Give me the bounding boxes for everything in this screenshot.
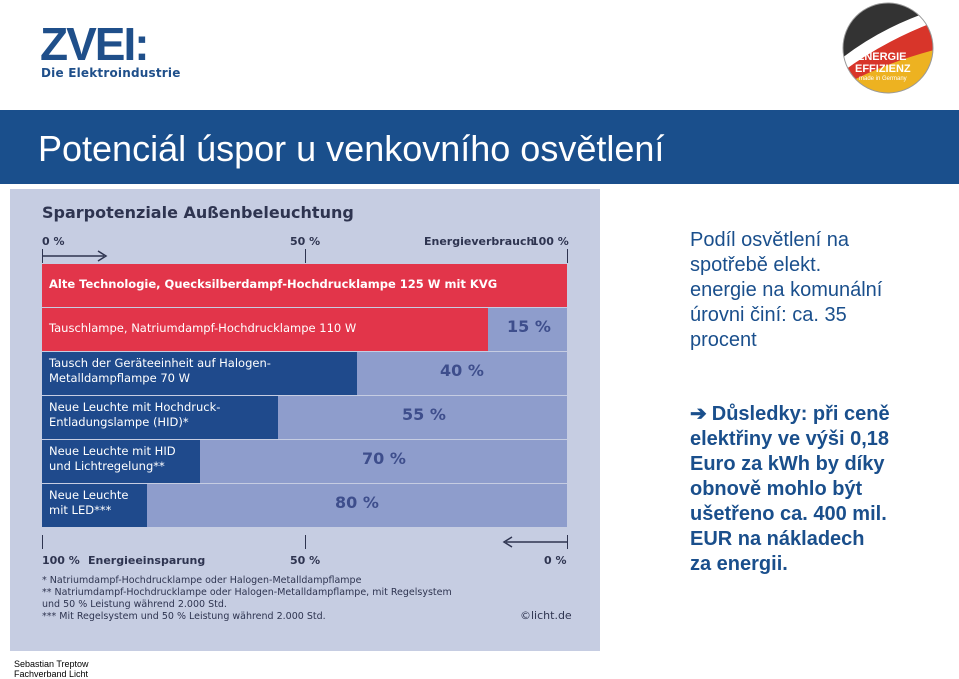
bottom-axis-mid-label: 50 % — [290, 554, 321, 567]
seal-line3: made in Germany — [859, 76, 907, 82]
side-paragraph-2-text: Důsledky: při ceně elektřiny ve výši 0,18 Euro za kWh by díky obnově mohlo být ušetřeno ca. 400 mil. EUR na nákladech za energii. — [690, 403, 890, 575]
side-paragraph-1: Podíl osvětlení na spotřebě elekt. energie na komunální úrovni činí: ca. 35 procent — [690, 229, 883, 351]
savings-percent-label: 70 % — [362, 449, 406, 468]
title-bar — [0, 110, 959, 184]
chart-row-label: Tausch der Geräteeinheit auf Halogen- Metalldampflampe 70 W — [49, 356, 271, 385]
footnote-3: *** Mit Regelsystem und 50 % Leistung während 2.000 Std. — [42, 611, 326, 622]
chart-row — [42, 264, 567, 307]
bottom-axis-arrow-left-icon — [500, 535, 568, 549]
chart-row-label: Tauschlampe, Natriumdampf-Hochdrucklampe 110 W — [49, 321, 357, 335]
footnote-1: * Natriumdampf-Hochdrucklampe oder Halogen-Metalldampflampe — [42, 575, 362, 586]
top-axis-mid-tick — [305, 249, 306, 263]
slide-title: Potenciál úspor u venkovního osvětlení — [38, 128, 665, 169]
bottom-axis-title: Energieeinsparung — [88, 554, 206, 567]
savings-percent-label: 80 % — [335, 493, 379, 512]
bottom-axis-right-label: 0 % — [544, 554, 567, 567]
savings-percent-label: 55 % — [402, 405, 446, 424]
chart-row — [42, 352, 567, 395]
chart-row — [42, 308, 567, 351]
bottom-axis-left-label: 100 % — [42, 554, 80, 567]
zvei-logo-text: ZVEI: — [40, 18, 148, 70]
savings-percent-label: 15 % — [507, 317, 551, 336]
chart-row-label: Neue Leuchte mit LED*** — [49, 488, 129, 517]
footer-author — [14, 659, 89, 679]
arrow-right-icon: ➔ — [690, 403, 707, 425]
chart-row-label: Alte Technologie, Quecksilberdampf-Hochdrucklampe 125 W mit KVG — [49, 277, 498, 291]
top-axis-right-label: 100 % — [531, 235, 569, 248]
savings-chart — [10, 189, 600, 651]
seal-line1: ENERGIE — [857, 51, 907, 63]
savings-percent-label: 40 % — [440, 361, 484, 380]
chart-row — [42, 440, 567, 483]
bottom-axis-mid-tick — [305, 535, 306, 549]
author-name: Sebastian Treptow — [14, 659, 89, 669]
footnote-2: ** Natriumdampf-Hochdrucklampe oder Halogen-Metalldampflampe, mit Regelsystem — [42, 587, 452, 598]
chart-title: Sparpotenziale Außenbeleuchtung — [42, 203, 354, 222]
author-organization: Fachverband Licht — [14, 669, 89, 679]
energie-effizienz-seal — [842, 2, 934, 94]
top-axis-title: Energieverbrauch — [424, 235, 535, 248]
chart-copyright: ©licht.de — [520, 609, 572, 622]
chart-row-label: Neue Leuchte mit Hochdruck- Entladungslampe (HID)* — [49, 400, 221, 429]
chart-row-label: Neue Leuchte mit HID und Lichtregelung** — [49, 444, 176, 473]
side-paragraph-2 — [690, 402, 890, 577]
chart-row — [42, 396, 567, 439]
footnote-2-continued: und 50 % Leistung während 2.000 Std. — [42, 599, 227, 610]
top-axis-right-tick — [567, 249, 568, 263]
top-axis-arrow-right-icon — [42, 249, 112, 263]
bottom-axis-left-tick — [42, 535, 43, 549]
chart-row — [42, 484, 567, 527]
seal-line2: EFFIZIENZ — [855, 63, 911, 75]
top-axis-left-label: 0 % — [42, 235, 65, 248]
top-axis-mid-label: 50 % — [290, 235, 321, 248]
logo-subtitle: Die Elektroindustrie — [41, 66, 181, 80]
